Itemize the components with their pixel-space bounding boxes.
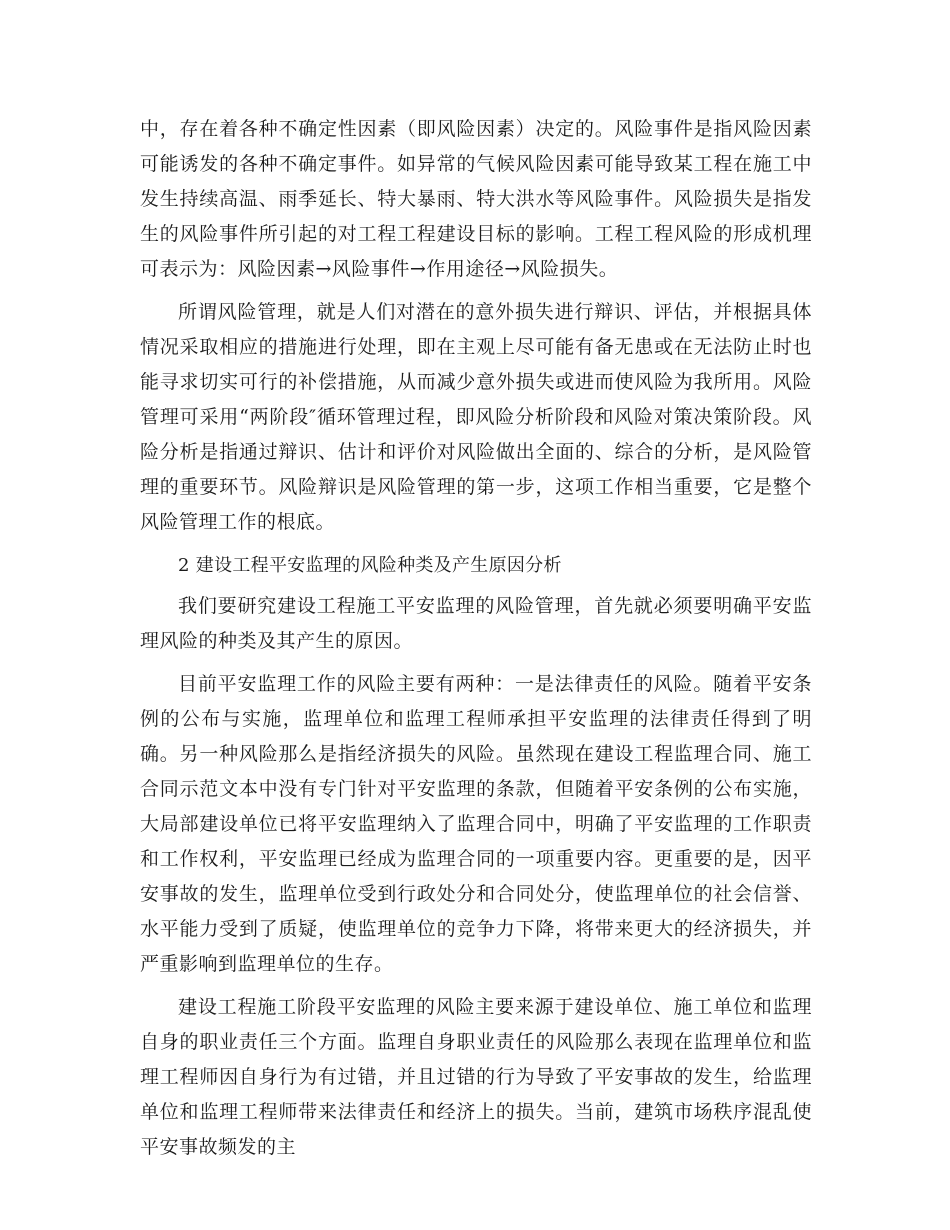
paragraph-risk-sources: 建设工程施工阶段平安监理的风险主要来源于建设单位、施工单位和监理自身的职业责任三个方面。监理自身职业责任的风险那么表现在监理单位和监理工程师因自身行为有过错，并且过错的行为导致了平安事故的发生，给监理单位和监理工程师带来法律责任和经济上的损失。当前，建筑市场秩序混乱使平安事故频发的主 bbox=[140, 996, 812, 1158]
paragraph-risk-mechanism: 中，存在着各种不确定性因素（即风险因素）决定的。风险事件是指风险因素可能诱发的各种不确定事件。如异常的气候风险因素可能导致某工程在施工中发生持续高温、雨季延长、特大暴雨、特大洪水等风险事件。风险损失是指发生的风险事件所引起的对工程工程建设目标的影响。工程工程风险的形成机理可表示为：风险因素→风险事件→作用途径→风险损失。 bbox=[140, 118, 812, 280]
paragraph-risk-management: 所谓风险管理，就是人们对潜在的意外损失进行辩识、评估，并根据具体情况采取相应的措施进行处理，即在主观上尽可能有备无患或在无法防止时也能寻求切实可行的补偿措施，从而减少意外损失或进而使风险为我所用。风险管理可采用“两阶段″循环管理过程，即风险分析阶段和风险对策决策阶段。风险分析是指通过辩识、估计和评价对风险做出全面的、综合的分析，是风险管理的重要环节。风险辩识是风险管理的第一步，这项工作相当重要，它是整个风险管理工作的根底。 bbox=[140, 301, 812, 533]
document-body bbox=[140, 112, 812, 1173]
paragraph-research-intro: 我们要研究建设工程施工平安监理的风险管理，首先就必须要明确平安监理风险的种类及其产生的原因。 bbox=[140, 595, 812, 652]
paragraph-risk-types: 目前平安监理工作的风险主要有两种：一是法律责任的风险。随着平安条例的公布与实施，监理单位和监理工程师承担平安监理的法律责任得到了明确。另一种风险那么是指经济损失的风险。虽然现在建设工程监理合同、施工合同示范文本中没有专门针对平安监理的条款，但随着平安条例的公布实施，大局部建设单位已将平安监理纳入了监理合同中，明确了平安监理的工作职责和工作权利，平安监理已经成为监理合同的一项重要内容。更重要的是，因平安事故的发生，监理单位受到行政处分和合同处分，使监理单位的社会信誉、水平能力受到了质疑，使监理单位的竞争力下降，将带来更大的经济损失，并严重影响到监理单位的生存。 bbox=[140, 673, 812, 975]
section-heading-2: 2 建设工程平安监理的风险种类及产生原因分析 bbox=[178, 555, 562, 576]
